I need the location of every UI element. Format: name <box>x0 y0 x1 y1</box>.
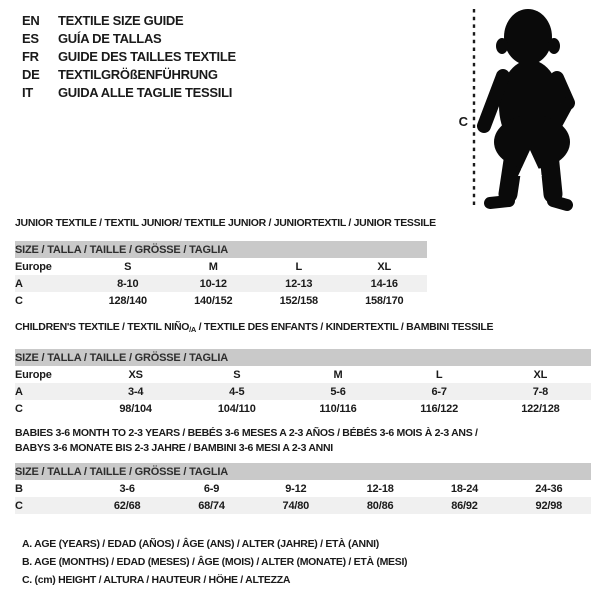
height-cell: 152/158 <box>279 294 318 307</box>
age-cell: 12-13 <box>256 275 342 292</box>
row-label: B <box>15 482 23 495</box>
age-cell: 24-36 <box>535 482 563 495</box>
footnote-a: A. AGE (YEARS) / EDAD (AÑOS) / ÂGE (ANS) / ALTER (JAHRE) / ETÀ (ANNI) <box>22 538 379 550</box>
height-cell: 74/80 <box>254 497 338 514</box>
row-label: Europe <box>15 260 52 273</box>
language-code: IT <box>22 84 33 100</box>
table-row <box>15 497 591 514</box>
height-cell: 116/122 <box>420 402 459 415</box>
height-cell: 122/128 <box>521 402 560 415</box>
table-header-row <box>15 463 591 480</box>
table-header-row <box>15 349 591 366</box>
height-cell: 80/86 <box>338 497 422 514</box>
language-row-de <box>22 65 236 83</box>
height-cell: 68/74 <box>169 497 253 514</box>
row-label: C <box>15 294 23 307</box>
row-label: Europe <box>15 368 52 381</box>
height-cell: 104/110 <box>217 402 256 415</box>
language-code: EN <box>22 12 40 28</box>
section-heading-text: JUNIOR TEXTILE / TEXTIL JUNIOR/ TEXTILE JUNIOR / JUNIORTEXTIL / JUNIOR TESSILE <box>15 217 436 229</box>
age-cell: 9-12 <box>285 482 307 495</box>
height-cell: 140/152 <box>194 294 233 307</box>
table-header-label: SIZE / TALLA / TAILLE / GRÖSSE / TAGLIA <box>15 463 591 480</box>
language-title-list <box>22 11 236 101</box>
guide-title: TEXTILE SIZE GUIDE <box>58 12 184 28</box>
row-label: A <box>15 383 85 400</box>
legend-footnotes <box>22 535 407 589</box>
footnote-b: B. AGE (MONTHS) / EDAD (MESES) / ÂGE (MOIS) / ALTER (MONATE) / ETÀ (MESI) <box>22 556 408 568</box>
age-cell: 4-5 <box>186 383 287 400</box>
table-row <box>15 275 427 292</box>
size-cell: XL <box>533 368 548 381</box>
table-header-row <box>15 241 427 258</box>
table-row <box>15 480 591 497</box>
babies-size-table <box>15 463 591 514</box>
language-code: FR <box>22 48 39 64</box>
table-header-label: SIZE / TALLA / TAILLE / GRÖSSE / TAGLIA <box>15 349 591 366</box>
age-cell: 3-6 <box>119 482 135 495</box>
height-cell: 62/68 <box>85 497 169 514</box>
height-cell: 158/170 <box>365 294 404 307</box>
row-label: C <box>15 402 23 415</box>
height-cell: 86/92 <box>422 497 506 514</box>
language-row-es <box>22 29 236 47</box>
size-cell: M <box>333 368 343 381</box>
height-marker-label: C <box>458 114 468 129</box>
section-heading-subscript: /A <box>189 325 197 334</box>
age-cell: 12-18 <box>366 482 394 495</box>
language-row-it <box>22 83 236 101</box>
age-cell: 14-16 <box>342 275 428 292</box>
language-code: ES <box>22 30 39 46</box>
toddler-silhouette-graphic <box>440 4 590 216</box>
language-code: DE <box>22 66 40 82</box>
age-cell: 18-24 <box>450 482 479 495</box>
section-heading-text: CHILDREN'S TEXTILE / TEXTIL NIÑO <box>15 321 190 333</box>
age-cell: 6-7 <box>389 383 490 400</box>
guide-title: GUIDA ALLE TAGLIE TESSILI <box>58 84 233 100</box>
table-header-label: SIZE / TALLA / TAILLE / GRÖSSE / TAGLIA <box>15 241 427 258</box>
section-heading-text: BABIES 3-6 MONTH TO 2-3 YEARS / BEBÉS 3-6 MESES A 2-3 AÑOS / BÉBÉS 3-6 MOIS À 2-3 ANS / <box>15 427 478 439</box>
section-heading-text: BABYS 3-6 MONATE BIS 2-3 JAHRE / BAMBINI 3-6 MESI A 2-3 ANNI <box>15 442 333 454</box>
size-cell: L <box>435 368 443 381</box>
language-row-fr <box>22 47 236 65</box>
children-size-table <box>15 349 591 417</box>
table-row <box>15 383 591 400</box>
size-cell: XS <box>128 368 143 381</box>
table-row <box>15 258 427 275</box>
table-row <box>15 400 591 417</box>
row-label: C <box>15 497 85 514</box>
age-cell: 6-9 <box>203 482 220 495</box>
footnote-c: C. (cm) HEIGHT / ALTURA / HAUTEUR / HÖHE / ALTEZZA <box>22 574 291 586</box>
height-cell: 128/140 <box>108 294 147 307</box>
age-cell: 3-4 <box>85 383 186 400</box>
section-heading-text: / TEXTILE DES ENFANTS / KINDERTEXTIL / BAMBINI TESSILE <box>196 321 494 333</box>
row-label: A <box>15 275 85 292</box>
height-cell: 98/104 <box>119 402 152 415</box>
size-cell: L <box>295 260 303 273</box>
height-measure-figure <box>440 4 590 216</box>
guide-title: GUÍA DE TALLAS <box>58 30 162 46</box>
junior-size-table <box>15 241 427 309</box>
age-cell: 10-12 <box>171 275 257 292</box>
guide-title: GUIDE DES TAILLES TEXTILE <box>58 48 236 64</box>
section-heading-children <box>15 320 493 337</box>
size-cell: M <box>208 260 218 273</box>
section-heading-junior <box>15 216 436 231</box>
table-row <box>15 366 591 383</box>
section-heading-babies <box>15 426 495 456</box>
age-cell: 7-8 <box>490 383 591 400</box>
table-row <box>15 292 427 309</box>
height-cell: 110/116 <box>319 402 357 415</box>
size-cell: S <box>124 260 132 273</box>
age-cell: 8-10 <box>85 275 171 292</box>
height-cell: 92/98 <box>507 497 591 514</box>
age-cell: 5-6 <box>287 383 388 400</box>
guide-title: TEXTILGRÖßENFÜHRUNG <box>58 66 218 82</box>
size-cell: S <box>233 368 241 381</box>
toddler-silhouette <box>484 9 570 205</box>
size-cell: XL <box>377 260 392 273</box>
language-row-en <box>22 11 236 29</box>
